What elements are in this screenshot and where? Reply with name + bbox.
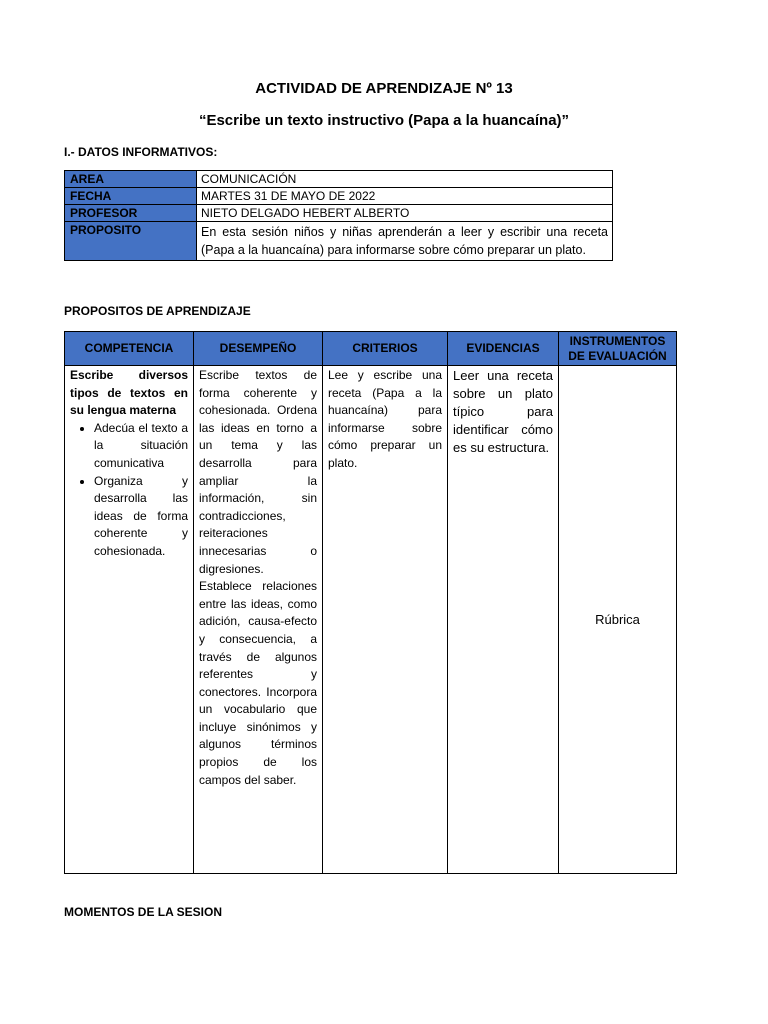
momentos-heading: MOMENTOS DE LA SESION <box>64 905 223 919</box>
datos-row-fecha <box>65 188 613 205</box>
propositos-header-row <box>65 332 677 366</box>
propositos-row <box>65 366 677 874</box>
datos-row-area <box>65 171 613 188</box>
competencia-cell <box>65 366 194 874</box>
header-competencia: COMPETENCIA <box>65 332 194 366</box>
datos-table <box>64 170 613 261</box>
header-desempeno: DESEMPEÑO <box>194 332 323 366</box>
profesor-label: PROFESOR <box>65 205 197 222</box>
datos-heading: I.- DATOS INFORMATIVOS: <box>64 145 218 159</box>
propositos-heading: PROPOSITOS DE APRENDIZAJE <box>64 304 251 318</box>
fecha-value: MARTES 31 DE MAYO DE 2022 <box>197 188 613 205</box>
document-title: ACTIVIDAD DE APRENDIZAJE Nº 13 <box>255 80 513 97</box>
document-subtitle: “Escribe un texto instructivo (Papa a la huancaína)” <box>198 112 570 129</box>
proposito-label: PROPOSITO <box>65 222 197 261</box>
area-value: COMUNICACIÓN <box>197 171 613 188</box>
competencia-list <box>70 420 188 561</box>
proposito-value: En esta sesión niños y niñas aprenderán a leer y escribir una receta (Papa a la huancaína) para informarse sobre cómo preparar un plato. <box>197 222 613 261</box>
area-label: AREA <box>65 171 197 188</box>
header-evidencias: EVIDENCIAS <box>448 332 559 366</box>
instrumentos-cell: Rúbrica <box>559 366 677 874</box>
competencia-title: Escribe diversos tipos de textos en su lengua materna <box>70 368 188 418</box>
list-item: • Organiza y desarrolla las ideas de forma coherente y cohesionada. <box>94 473 188 561</box>
fecha-label: FECHA <box>65 188 197 205</box>
evidencias-cell: Leer una receta sobre un plato típico para identificar cómo es su estructura. <box>448 366 559 874</box>
header-criterios: CRITERIOS <box>323 332 448 366</box>
datos-row-proposito <box>65 222 613 261</box>
propositos-table <box>64 331 677 874</box>
profesor-value: NIETO DELGADO HEBERT ALBERTO <box>197 205 613 222</box>
desempeno-cell: Escribe textos de forma coherente y cohesionada. Ordena las ideas en torno a un tema y las desarrolla para ampliar la información, sin contradicciones, reiteraciones innecesarias o digresiones. Establece relaciones entre las ideas, como adición, causa-efecto y consecuencia, a través de algunos referentes y conectores. Incorpora un vocabulario que incluye sinónimos y algunos términos propios de los campos del saber. <box>194 366 323 874</box>
criterios-cell: Lee y escribe una receta (Papa a la huancaína) para informarse sobre cómo preparar un plato. <box>323 366 448 874</box>
datos-row-profesor <box>65 205 613 222</box>
list-item: • Adecúa el texto a la situación comunicativa <box>94 420 188 473</box>
header-instrumentos: INSTRUMENTOS DE EVALUACIÓN <box>559 332 677 366</box>
